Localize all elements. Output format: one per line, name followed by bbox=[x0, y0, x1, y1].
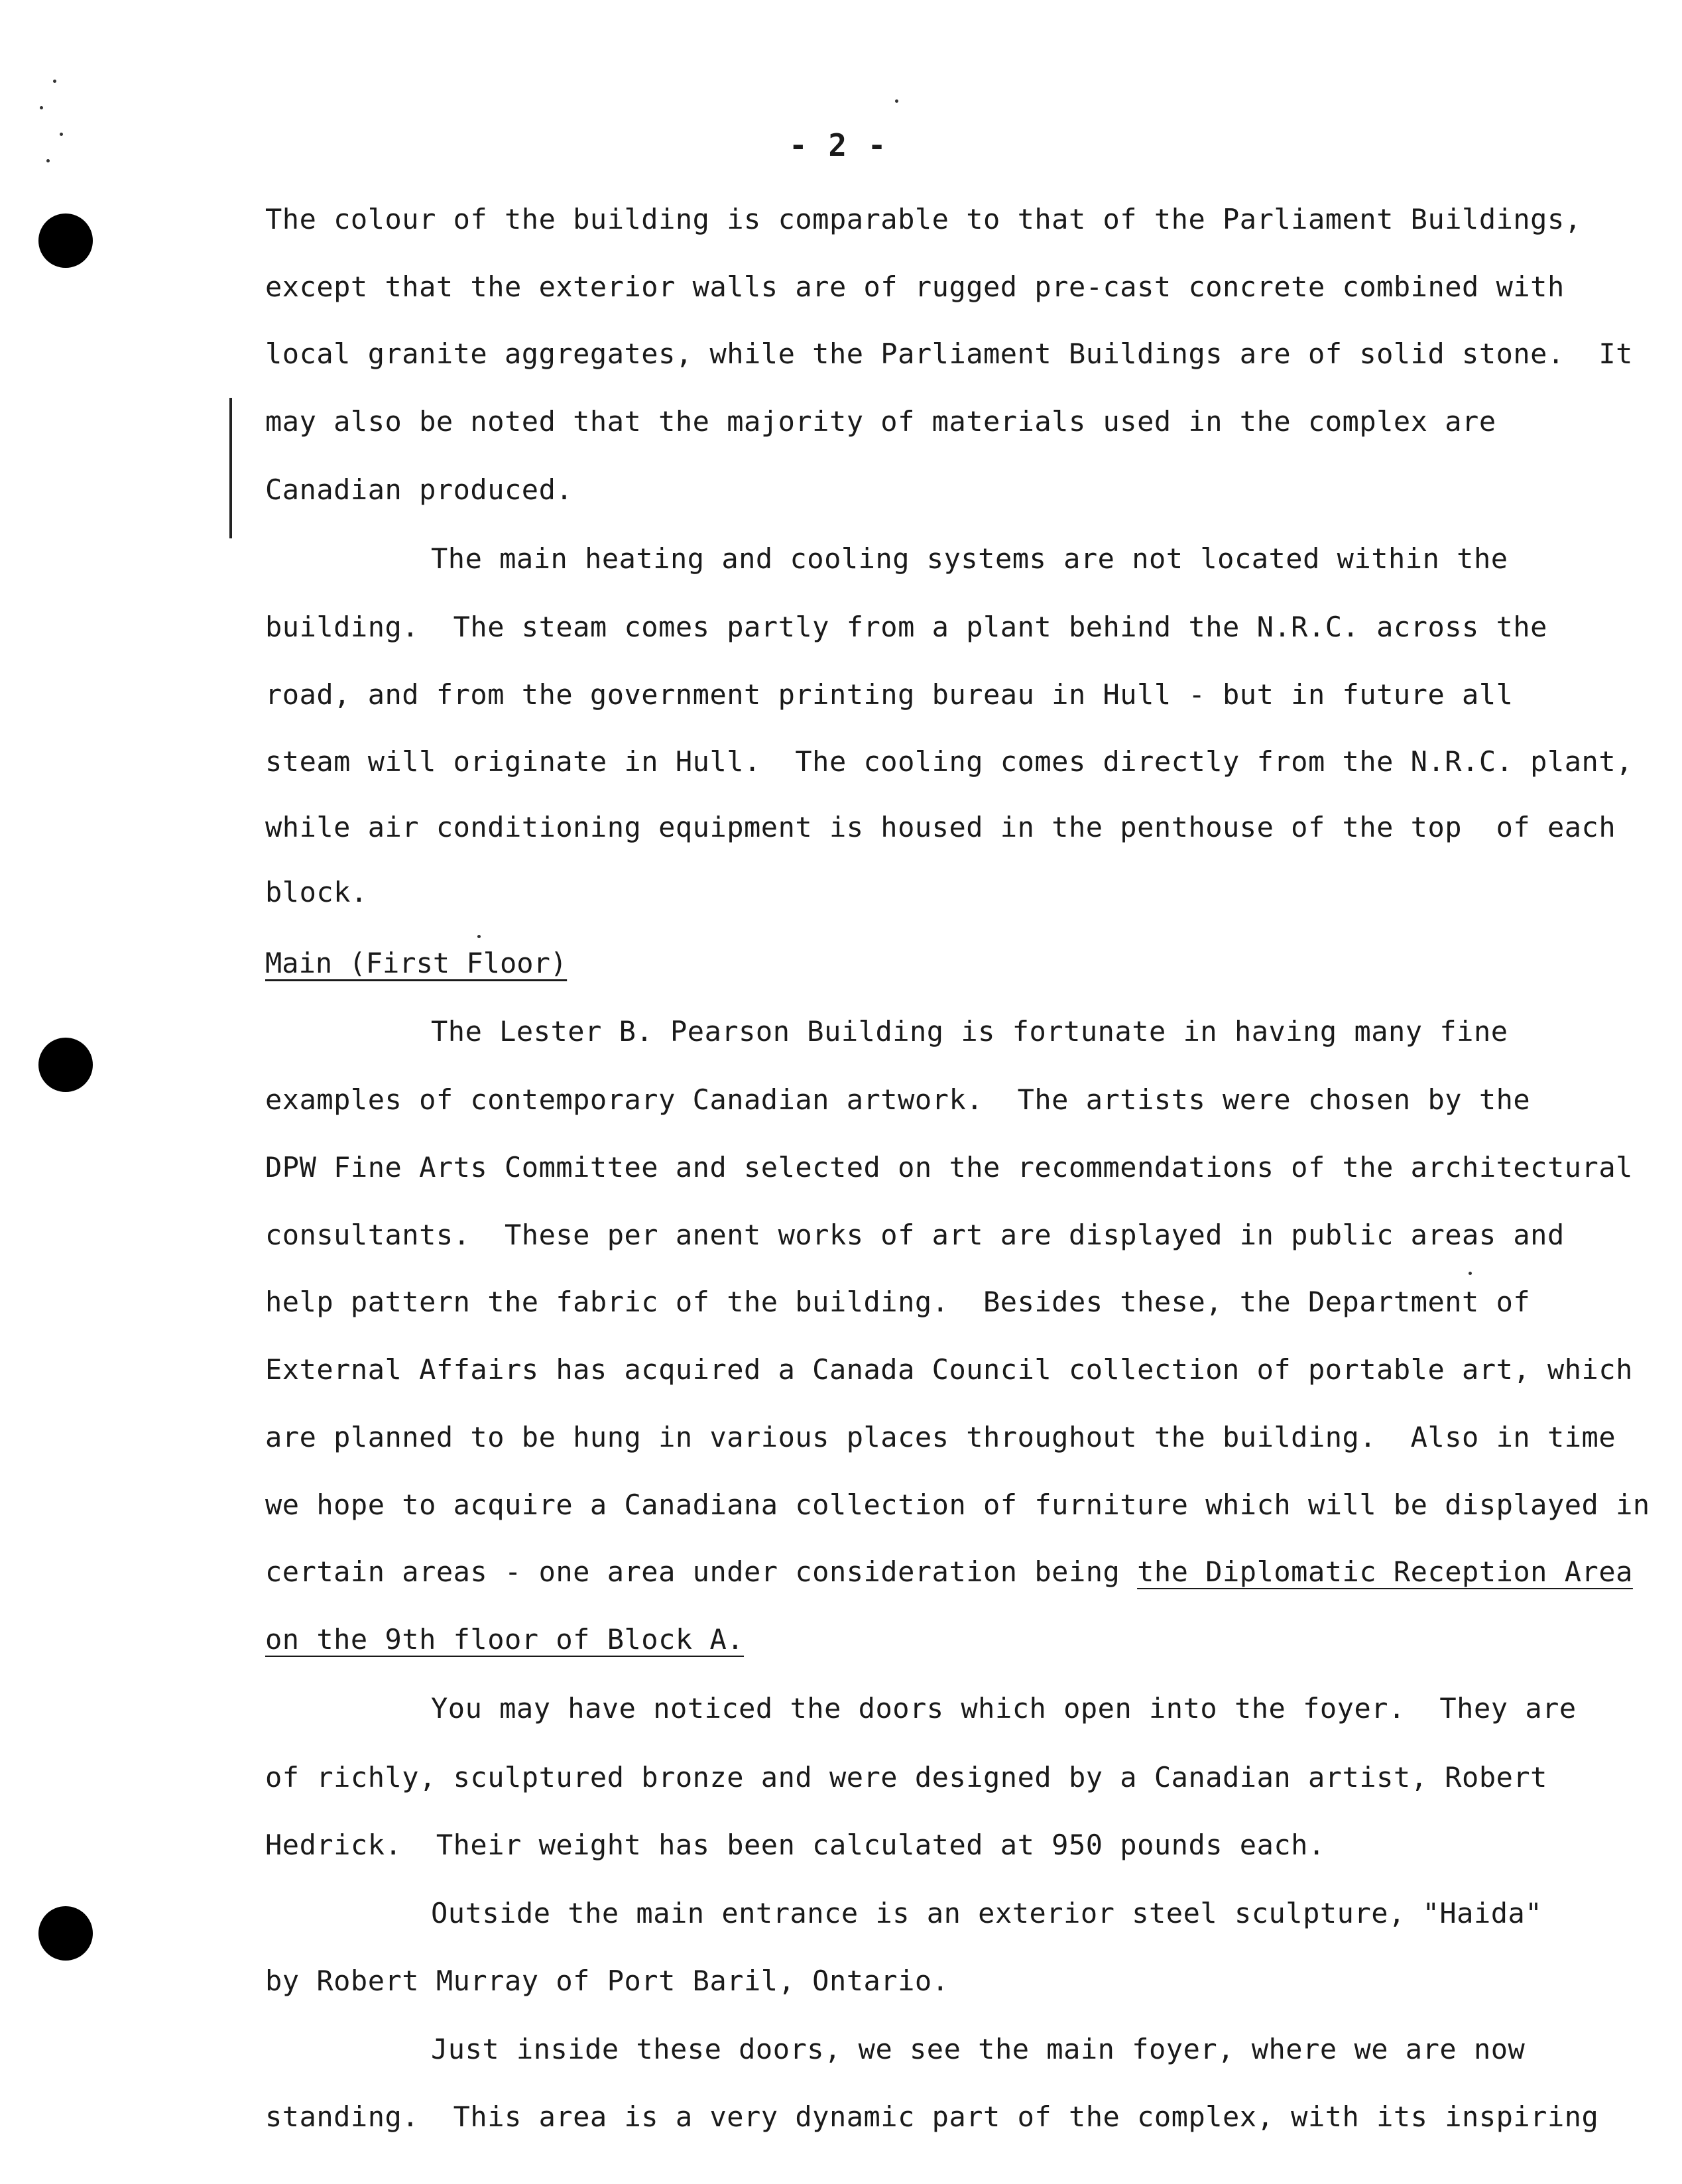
text-line: we hope to acquire a Canadiana collection of furniture which will be displayed in bbox=[265, 1488, 1650, 1521]
text-line: Hedrick. Their weight has been calculated at 950 pounds each. bbox=[265, 1829, 1325, 1861]
text-line-underlined: on the 9th floor of Block A. bbox=[265, 1623, 745, 1656]
text-line: except that the exterior walls are of rugged pre-cast concrete combined with bbox=[265, 271, 1565, 303]
text-line: standing. This area is a very dynamic part of the complex, with its inspiring bbox=[265, 2100, 1599, 2133]
punch-hole-bottom bbox=[38, 1906, 93, 1961]
section-heading: Main (First Floor) bbox=[265, 947, 568, 979]
text-line: The colour of the building is comparable to that of the Parliament Buildings, bbox=[265, 203, 1582, 235]
text-line: may also be noted that the majority of materials used in the complex are bbox=[265, 405, 1496, 438]
text-line: External Affairs has acquired a Canada Council collection of portable art, which bbox=[265, 1353, 1633, 1386]
punch-hole-top bbox=[38, 213, 93, 268]
text-line: while air conditioning equipment is housed in the penthouse of the top of each bbox=[265, 811, 1616, 843]
scan-speck bbox=[40, 106, 43, 109]
text-line: local granite aggregates, while the Parliament Buildings are of solid stone. It bbox=[265, 337, 1633, 370]
text-line: The Lester B. Pearson Building is fortunate in having many fine bbox=[431, 1015, 1508, 1048]
scan-speck bbox=[1469, 1272, 1472, 1275]
text-line: steam will originate in Hull. The cooling comes directly from the N.R.C. plant, bbox=[265, 745, 1633, 778]
text-line: Just inside these doors, we see the main foyer, where we are now bbox=[431, 2033, 1526, 2065]
text-line: block. bbox=[265, 876, 368, 908]
scan-speck bbox=[60, 133, 63, 136]
text-line: You may have noticed the doors which open into the foyer. They are bbox=[431, 1692, 1577, 1725]
page-number: - 2 - bbox=[789, 127, 888, 163]
text-line: Canadian produced. bbox=[265, 473, 573, 506]
text-line: by Robert Murray of Port Baril, Ontario. bbox=[265, 1965, 949, 1997]
underlined-phrase: the Diplomatic Reception Area bbox=[1137, 1555, 1633, 1588]
text-line: building. The steam comes partly from a plant behind the N.R.C. across the bbox=[265, 611, 1547, 643]
text-line: The main heating and cooling systems are not located within the bbox=[431, 542, 1508, 575]
text-line: road, and from the government printing bureau in Hull - but in future all bbox=[265, 678, 1514, 711]
text-line: help pattern the fabric of the building. Besides these, the Department of bbox=[265, 1286, 1531, 1318]
scan-speck bbox=[895, 99, 898, 103]
text-line: DPW Fine Arts Committee and selected on the recommendations of the architectural bbox=[265, 1151, 1633, 1183]
text-line: are planned to be hung in various places throughout the building. Also in time bbox=[265, 1421, 1616, 1453]
text-line: Outside the main entrance is an exterior steel sculpture, "Haida" bbox=[431, 1897, 1543, 1929]
punch-hole-middle bbox=[38, 1038, 93, 1092]
text-line bbox=[265, 1555, 1633, 1588]
text-line: of richly, sculptured bronze and were designed by a Canadian artist, Robert bbox=[265, 1761, 1547, 1793]
text-line-start: certain areas - one area under consideration being bbox=[265, 1555, 1138, 1588]
text-line: consultants. These per anent works of art are displayed in public areas and bbox=[265, 1219, 1565, 1251]
scan-speck bbox=[477, 935, 481, 938]
text-line: examples of contemporary Canadian artwork. The artists were chosen by the bbox=[265, 1083, 1531, 1116]
margin-revision-bar bbox=[229, 398, 232, 538]
scan-speck bbox=[46, 159, 50, 162]
scan-speck bbox=[53, 80, 56, 83]
